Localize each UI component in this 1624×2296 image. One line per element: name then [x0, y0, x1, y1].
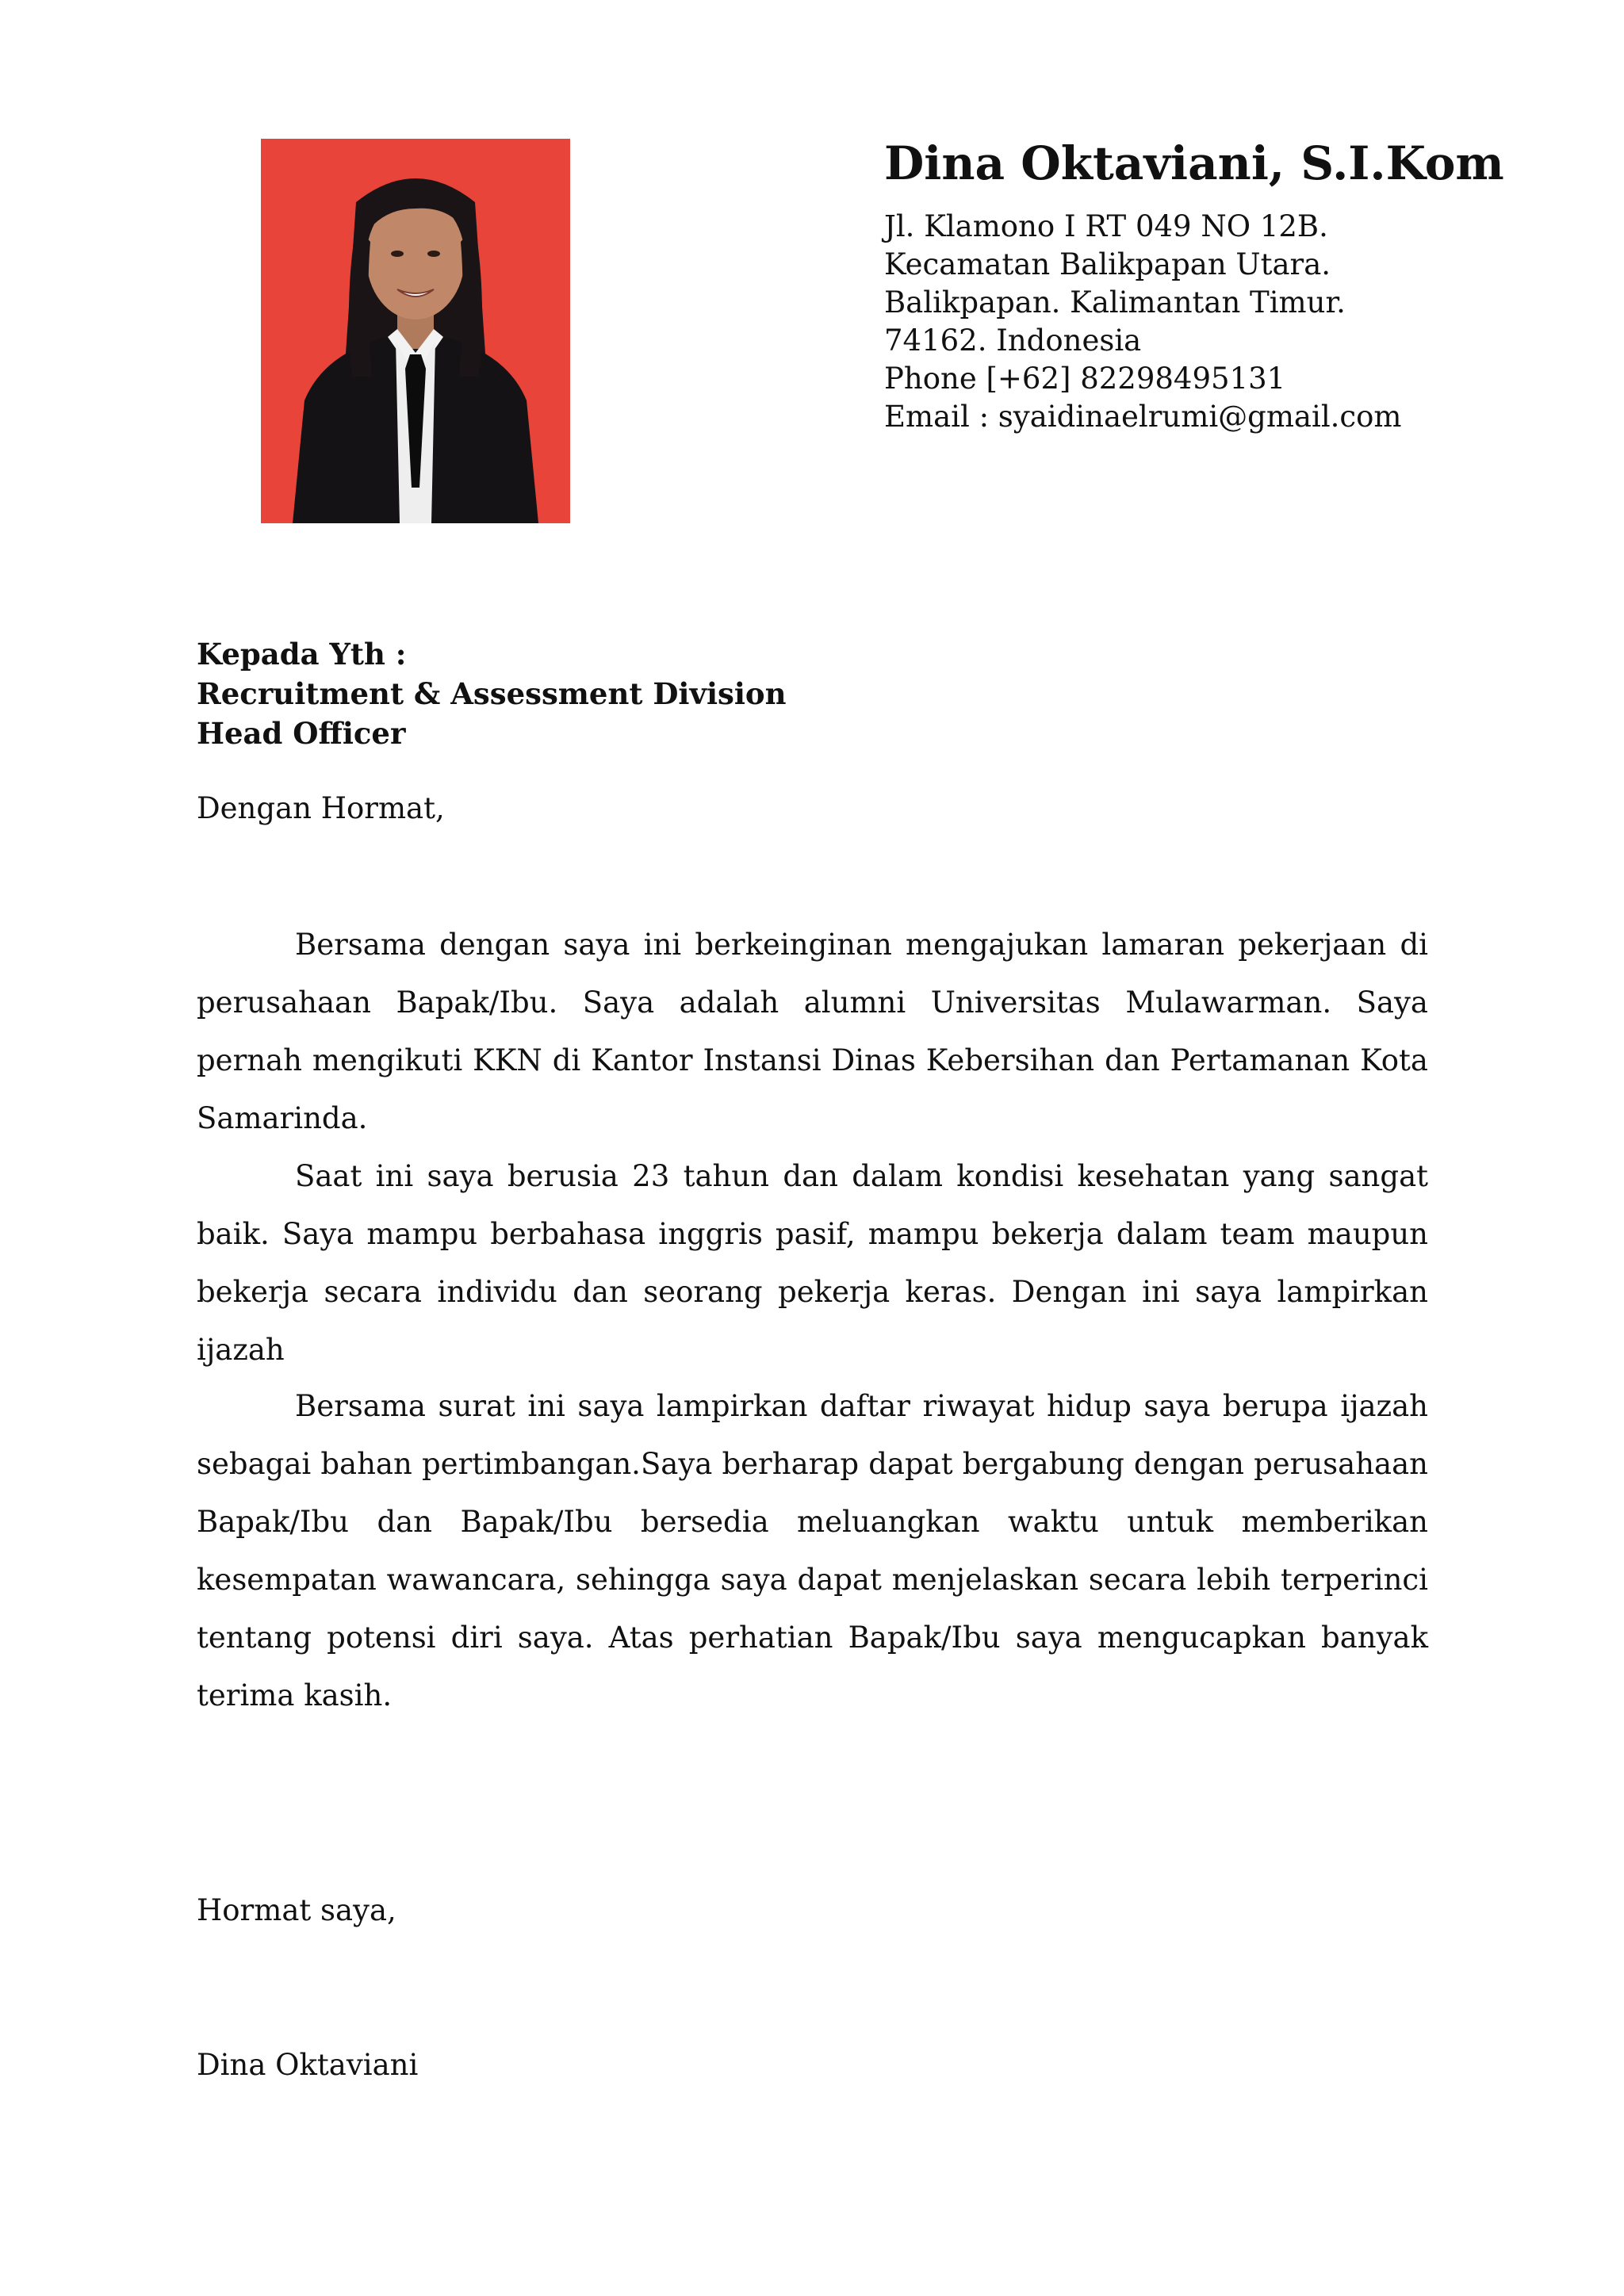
recipient-office: Head Officer: [197, 716, 406, 751]
sender-header: [884, 135, 1582, 436]
right-eye: [427, 251, 440, 257]
left-eye: [391, 251, 404, 257]
recipient-division: Recruitment & Assessment Division: [197, 676, 787, 711]
sender-name: Dina Oktaviani, S.I.Kom: [884, 136, 1504, 190]
address-line-phone: Phone [+62] 82298495131: [884, 362, 1286, 396]
portrait-photo: [261, 139, 570, 523]
address-line-city: Balikpapan. Kalimantan Timur.: [884, 285, 1346, 320]
greeting: Dengan Hormat,: [197, 791, 445, 825]
address-line-district: Kecamatan Balikpapan Utara.: [884, 247, 1331, 281]
recipient-salutation: Kepada Yth :: [197, 637, 407, 672]
body-paragraph-3: Bersama surat ini saya lampirkan daftar riwayat hidup saya berupa ijazah sebagai bahan pertimbangan.Saya berharap dapat bergabung dengan perusahaan Bapak/Ibu dan Bapak/Ibu bersedia meluangkan waktu untuk memberikan kesempatan wawancara, sehingga saya dapat menjelaskan secara lebih terperinci tentang potensi diri saya. Atas perhatian Bapak/Ibu saya mengucapkan banyak terima kasih.: [197, 1389, 1428, 1712]
address-line-postal: 74162. Indonesia: [884, 323, 1142, 358]
body-paragraph-1: Bersama dengan saya ini berkeinginan mengajukan lamaran pekerjaan di perusahaan Bapak/Ibu. Saya adalah alumni Universitas Mulawarman. Saya pernah mengikuti KKN di Kantor Instansi Dinas Kebersihan dan Pertamanan Kota Samarinda.: [197, 928, 1428, 1135]
recipient-block: [197, 634, 1228, 753]
address-line-street: Jl. Klamono I RT 049 NO 12B.: [884, 209, 1328, 243]
address-line-email: Email : syaidinaelrumi@gmail.com: [884, 400, 1402, 434]
body-paragraph-2: Saat ini saya berusia 23 tahun dan dalam kondisi kesehatan yang sangat baik. Saya mampu berbahasa inggris pasif, mampu bekerja dalam team maupun bekerja secara individu dan seorang pekerja keras. Dengan ini saya lampirkan ijazah: [197, 1159, 1428, 1367]
signature-name: Dina Oktaviani: [197, 2048, 419, 2082]
closing: Hormat saya,: [197, 1893, 396, 1927]
portrait-illustration: [261, 139, 570, 523]
